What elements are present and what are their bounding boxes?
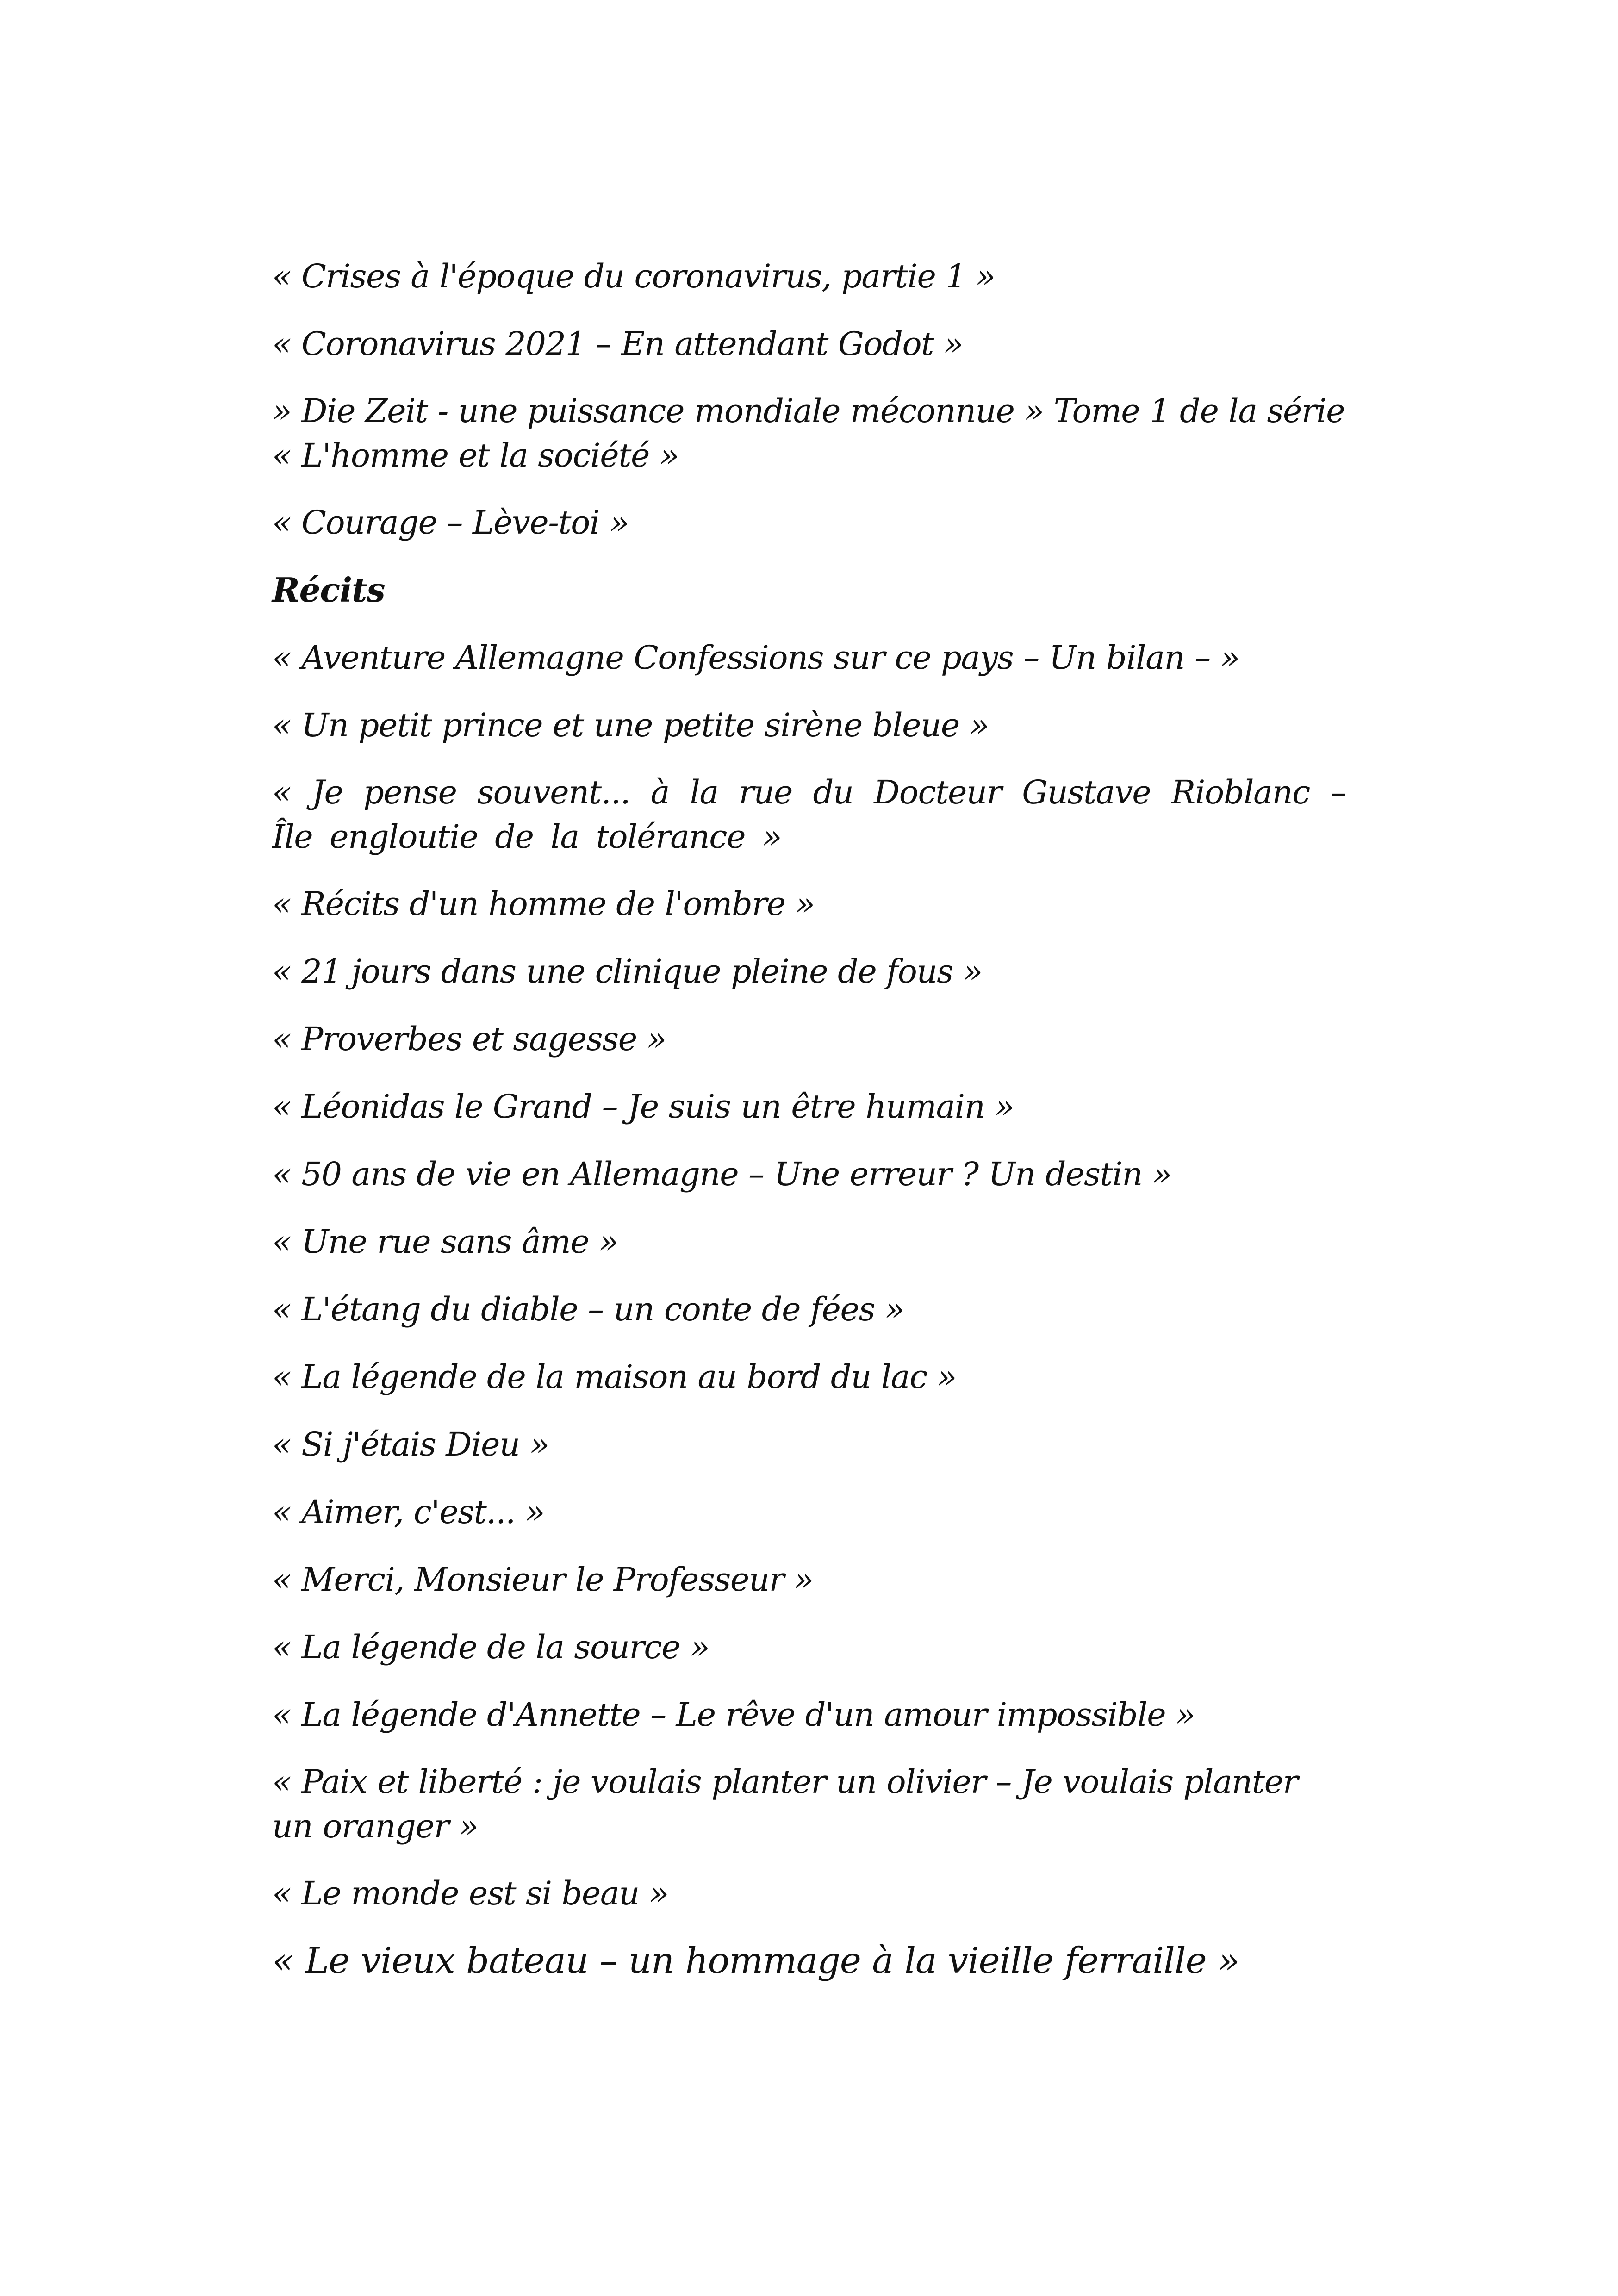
book-title-entry: « Courage – Lève-toi »: [272, 504, 629, 541]
book-title-entry: » Die Zeit - une puissance mondiale méconnue » Tome 1 de la série « L'homme et la société »: [272, 392, 1345, 474]
book-title-entry: « Récits d'un homme de l'ombre »: [272, 885, 815, 923]
book-title-entry: « Aventure Allemagne Confessions sur ce pays – Un bilan – »: [272, 639, 1239, 677]
book-title-entry: « Un petit prince et une petite sirène bleue »: [272, 706, 989, 744]
book-title-entry: « L'étang du diable – un conte de fées »: [272, 1290, 904, 1328]
book-title-entry: « Crises à l'époque du coronavirus, partie 1 »: [272, 257, 995, 295]
book-title-entry: « Merci, Monsieur le Professeur »: [272, 1561, 813, 1599]
book-title-entry: « Le monde est si beau »: [272, 1874, 669, 1912]
book-title-entry: « La légende d'Annette – Le rêve d'un amour impossible »: [272, 1696, 1195, 1734]
book-title-entry: « Léonidas le Grand – Je suis un être humain »: [272, 1088, 1014, 1126]
book-title-entry: « Si j'étais Dieu »: [272, 1425, 549, 1463]
book-title-entry: « Une rue sans âme »: [272, 1223, 618, 1261]
book-title-entry: « Paix et liberté : je voulais planter un olivier – Je voulais planter un oranger »: [272, 1763, 1298, 1845]
book-list: [272, 254, 1346, 1986]
book-title-entry: « Aimer, c'est... »: [272, 1493, 545, 1531]
book-title-entry: « Je pense souvent... à la rue du Docteur Gustave Rioblanc – Île engloutie de la tolérance »: [272, 773, 1346, 856]
book-title-entry: « La légende de la maison au bord du lac »: [272, 1358, 957, 1396]
book-title-entry: « 21 jours dans une clinique pleine de fous »: [272, 952, 983, 990]
book-title-entry: « Proverbes et sagesse »: [272, 1020, 666, 1058]
section-heading: Récits: [272, 570, 385, 610]
book-title-entry: « Le vieux bateau – un hommage à la vieille ferraille »: [272, 1940, 1239, 1982]
book-title-entry: « Coronavirus 2021 – En attendant Godot »: [272, 325, 963, 363]
book-title-entry: « La légende de la source »: [272, 1628, 709, 1666]
book-title-entry: « 50 ans de vie en Allemagne – Une erreur ? Un destin »: [272, 1155, 1172, 1193]
